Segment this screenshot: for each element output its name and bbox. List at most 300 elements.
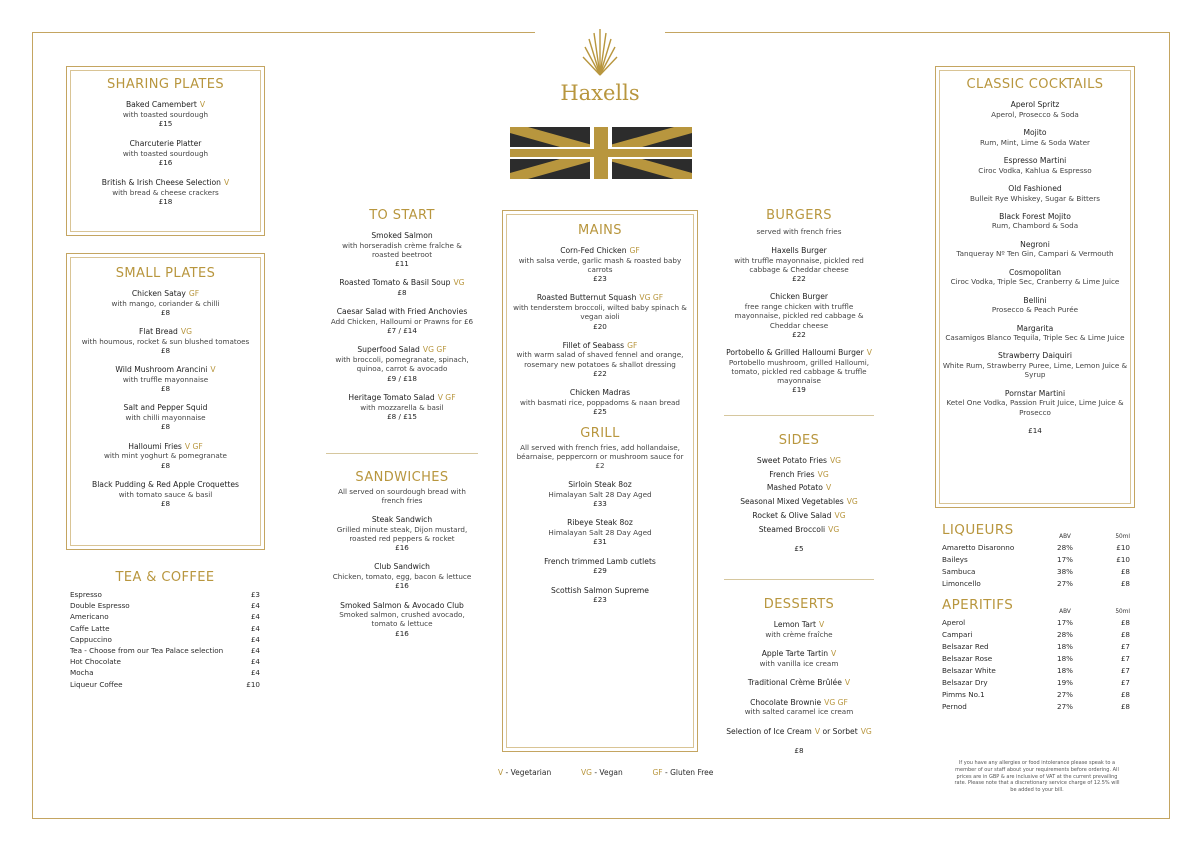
sides-section (722, 433, 876, 553)
item-name (936, 296, 1134, 306)
menu-item (67, 289, 264, 317)
item-name-text: or Sorbet (822, 726, 858, 736)
menu-item (67, 365, 264, 393)
menu-row (70, 679, 260, 690)
menu-item (722, 497, 876, 507)
section-title: LIQUEURS (942, 522, 1014, 538)
drink-name: Limoncello (942, 579, 981, 588)
item-description: Grilled minute steak, Dijon mustard, roasted red peppers & rocket (336, 524, 468, 543)
item-name-text: Sweet Potato Fries (756, 456, 827, 465)
table-row (942, 689, 1130, 701)
menu-item (722, 348, 876, 395)
dietary-tag: VG GF (639, 293, 664, 303)
cocktails-section (935, 66, 1135, 508)
item-description: with houmous, rocket & sun blushed tomatoes (81, 336, 250, 346)
item-name-text: Selection of Ice Cream (726, 726, 812, 736)
dietary-tag: V (224, 178, 230, 188)
item-name-text: Ribeye Steak 8oz (567, 518, 633, 528)
item-name (513, 341, 687, 351)
item-description: with salted caramel ice cream (744, 707, 854, 717)
dietary-tag: VG (828, 524, 840, 534)
drink-price: £8 (1120, 579, 1130, 588)
drink-name: Belsazar White (942, 666, 996, 675)
item-description: with chilli mayonnaise (125, 413, 206, 423)
aperitifs-section (942, 597, 1130, 713)
item-name (328, 231, 476, 241)
legend-gf-label: - Gluten Free (662, 768, 714, 777)
desserts-list (722, 620, 876, 736)
drink-price: £7 (1120, 666, 1130, 675)
dietary-tag: V (825, 483, 832, 493)
grill-title: GRILL (580, 426, 620, 442)
sandwiches-section (328, 470, 476, 648)
item-description: Rum, Mint, Lime & Soda Water (980, 137, 1090, 147)
legend-vg-code: VG (581, 768, 592, 777)
item-name-text: Smoked Salmon & Avocado Club (340, 600, 464, 610)
item-name (722, 727, 876, 737)
item-name-text: Black Forest Mojito (999, 211, 1071, 221)
item-name (513, 388, 687, 398)
dietary-tag: VG (846, 497, 858, 507)
menu-row (70, 589, 260, 600)
item-name (936, 128, 1134, 138)
item-description: with warm salad of shaved fennel and orange, rosemary new potatoes & shallot dressing (516, 350, 684, 369)
sharing-plates-list (67, 100, 264, 206)
item-price: £25 (593, 407, 607, 417)
item-name-text: Fillet of Seabass (562, 340, 625, 350)
item-name (67, 403, 264, 413)
to-start-section (328, 208, 476, 431)
item-name (936, 184, 1134, 194)
item-description: Bulleit Rye Whiskey, Sugar & Bitters (969, 193, 1101, 203)
drink-price: £8 (1120, 618, 1130, 627)
item-description: with tenderstem broccoli, wilted baby spinach & vegan aioli (513, 303, 687, 322)
dietary-tag: GF (188, 289, 200, 298)
divider (724, 579, 874, 580)
desserts-price: £8 (794, 746, 804, 756)
item-name-text: Strawberry Daiquiri (998, 351, 1072, 361)
item-description: free range chicken with truffle mayonnaise, pickled red cabbage & Cheddar cheese (734, 302, 864, 330)
menu-row (70, 667, 260, 678)
mains-list (513, 246, 687, 416)
item-price: £22 (593, 368, 607, 378)
table-row (942, 578, 1130, 590)
item-price: £31 (593, 537, 607, 547)
item-name (67, 442, 264, 452)
menu-item (722, 727, 876, 737)
item-name (936, 212, 1134, 222)
item-price: £8 / £15 (387, 411, 417, 421)
dietary-tag: VG (453, 278, 465, 288)
item-description: Casamigos Blanco Tequila, Triple Sec & Lime Juice (945, 333, 1125, 343)
menu-item (936, 324, 1134, 343)
menu-item (722, 246, 876, 283)
item-name: Mocha (70, 668, 94, 678)
item-name: Cappuccino (70, 634, 112, 644)
drink-name: Pimms No.1 (942, 690, 985, 699)
menu-row (70, 634, 260, 645)
tea-coffee-list (70, 589, 260, 690)
item-name (722, 497, 876, 507)
menu-item (722, 698, 876, 717)
menu-item (722, 456, 876, 466)
menu-item (328, 562, 476, 590)
item-description: Smoked salmon, crushed avocado, tomato & lettuce (339, 610, 465, 629)
item-name-text: Haxells Burger (771, 246, 827, 255)
item-price: £4 (250, 646, 260, 656)
item-name-text: Margarita (1016, 323, 1054, 333)
item-name (67, 289, 264, 299)
item-name-text: Corn-Fed Chicken (560, 246, 627, 255)
item-name-text: Negroni (1020, 239, 1050, 249)
dietary-tag: V (814, 726, 821, 736)
menu-item (513, 480, 687, 508)
dietary-tag: V (831, 648, 837, 658)
item-description: with horseradish crème fraîche & roasted beetroot (342, 240, 462, 259)
section-subtitle: All served on sourdough bread with french fries (338, 487, 466, 505)
item-name-text: Old Fashioned (1008, 183, 1062, 193)
menu-item (936, 128, 1134, 147)
menu-item (722, 292, 876, 339)
menu-item (936, 268, 1134, 287)
menu-item (936, 389, 1134, 417)
item-price: £4 (250, 601, 260, 611)
drink-price: £7 (1120, 642, 1130, 651)
item-name (936, 351, 1134, 361)
drink-abv: 38% (1057, 567, 1073, 576)
item-price: £8 (160, 498, 171, 508)
item-price: £8 (160, 422, 171, 432)
item-name (722, 511, 876, 521)
item-description: with mint yoghurt & pomegranate (104, 451, 227, 461)
menu-item (67, 327, 264, 355)
table-row (942, 629, 1130, 641)
drink-name: Belsazar Red (942, 642, 989, 651)
item-name (513, 586, 687, 596)
menu-item (67, 442, 264, 470)
table-row (942, 653, 1130, 665)
menu-row (70, 656, 260, 667)
dietary-tag: V (199, 100, 206, 109)
item-name-text: Seasonal Mixed Vegetables (740, 497, 844, 507)
item-name (936, 100, 1134, 110)
menu-row (70, 645, 260, 656)
menu-item (513, 293, 687, 330)
item-description: with toasted sourdough (122, 109, 209, 119)
table-row (942, 617, 1130, 629)
item-name (936, 324, 1134, 334)
item-name (722, 348, 876, 358)
drink-price: £10 (1116, 555, 1130, 564)
drink-price: £7 (1120, 654, 1130, 663)
divider (326, 453, 478, 454)
drink-price: £8 (1120, 630, 1130, 639)
desserts-section (722, 597, 876, 755)
sides-list (722, 456, 876, 534)
dietary-tag: VG (817, 469, 829, 479)
item-name-text: Wild Mushroom Arancini (115, 365, 208, 375)
item-price: £16 (395, 628, 409, 638)
item-name (67, 100, 264, 110)
section-title: TO START (369, 208, 435, 223)
dietary-tag: VG (829, 456, 842, 465)
drink-abv: 27% (1057, 702, 1073, 711)
sharing-plates-section (66, 66, 265, 236)
small-plates-section (66, 253, 265, 550)
item-name-text: Charcuterie Platter (129, 139, 202, 149)
menu-item (328, 515, 476, 552)
menu-item (936, 296, 1134, 315)
burgers-section (722, 208, 876, 404)
drink-name: Aperol (942, 618, 966, 627)
item-name-text: Baked Camembert (125, 100, 197, 109)
item-price: £22 (792, 329, 806, 339)
to-start-list (328, 231, 476, 421)
item-price: £23 (593, 595, 607, 605)
item-name-text: Lemon Tart (773, 620, 816, 629)
item-name-text: Black Pudding & Red Apple Croquettes (91, 479, 239, 489)
menu-item (513, 557, 687, 576)
table-row (942, 542, 1130, 554)
item-description: Rum, Chambord & Soda (991, 221, 1079, 231)
item-price: £4 (250, 657, 260, 667)
menu-item (513, 246, 687, 283)
item-name-text: Halloumi Fries (128, 441, 182, 451)
item-name-text: Mashed Potato (766, 483, 823, 493)
dietary-tag: V (866, 347, 872, 357)
item-description: with bread & cheese crackers (112, 188, 219, 198)
abv-header: ABV (1059, 609, 1071, 615)
item-name (722, 470, 876, 480)
item-description: Prosecco & Peach Purée (991, 305, 1079, 315)
item-name (513, 557, 687, 567)
item-name-text: Roasted Tomato & Basil Soup (339, 278, 451, 288)
item-price: £22 (792, 274, 806, 284)
menu-item (513, 586, 687, 605)
dietary-tag: V GF (437, 392, 456, 402)
item-name-text: British & Irish Cheese Selection (101, 178, 221, 188)
item-description: with vanilla ice cream (759, 658, 839, 668)
item-name (513, 293, 687, 303)
menu-item (328, 307, 476, 335)
divider (724, 415, 874, 416)
drink-name: Sambuca (942, 567, 976, 576)
item-name (328, 562, 476, 572)
item-name (722, 483, 876, 493)
item-price: £18 (158, 197, 173, 207)
item-price: £8 (160, 460, 171, 470)
item-description: with crème fraîche (765, 629, 833, 639)
small-plates-list (67, 289, 264, 508)
union-jack-icon (510, 127, 692, 179)
item-name (513, 246, 687, 256)
item-price: £10 (246, 679, 260, 689)
table-row (942, 665, 1130, 677)
menu-item (67, 139, 264, 167)
dietary-tag: VG GF (422, 345, 447, 355)
item-name (513, 518, 687, 528)
drink-price: £8 (1120, 567, 1130, 576)
item-price: £20 (593, 321, 607, 331)
menu-item (513, 518, 687, 546)
item-name-text: Pornstar Martini (1004, 388, 1066, 398)
table-row (942, 701, 1130, 713)
item-name: Liqueur Coffee (70, 679, 123, 689)
menu-item (328, 601, 476, 638)
tea-coffee-section (70, 570, 260, 690)
menu-item (722, 649, 876, 668)
item-name-text: Caesar Salad with Fried Anchovies (336, 307, 468, 317)
item-name (67, 139, 264, 149)
section-title: APERITIFS (942, 597, 1014, 613)
section-title: MAINS (578, 223, 622, 238)
item-name-text: French trimmed Lamb cutlets (544, 556, 656, 566)
menu-row (70, 623, 260, 634)
drink-price: £8 (1120, 702, 1130, 711)
drink-abv: 27% (1057, 579, 1073, 588)
item-description: Chicken, tomato, egg, bacon & lettuce (332, 572, 472, 582)
item-price: £8 (160, 384, 171, 394)
menu-item (722, 483, 876, 493)
item-price: £4 (250, 668, 260, 678)
item-name (328, 278, 476, 288)
menu-item (328, 278, 476, 297)
item-description: Tanqueray Nº Ten Gin, Campari & Vermouth (956, 249, 1114, 259)
menu-item (513, 388, 687, 416)
burgers-list (722, 246, 876, 395)
item-name-text: Salt and Pepper Squid (123, 403, 208, 413)
drink-abv: 17% (1057, 618, 1073, 627)
drink-name: Baileys (942, 555, 968, 564)
cocktails-list (936, 100, 1134, 417)
grill-list (513, 480, 687, 604)
drink-abv: 28% (1057, 543, 1073, 552)
item-name (936, 156, 1134, 166)
menu-item (513, 341, 687, 378)
menu-row (70, 600, 260, 611)
item-price: £4 (250, 634, 260, 644)
item-name-text: French Fries (769, 469, 815, 479)
drink-abv: 18% (1057, 666, 1073, 675)
table-row (942, 677, 1130, 689)
item-name-text: Superfood Salad (357, 345, 420, 355)
grill-subtitle: All served with french fries, add hollandaise, béarnaise, peppercorn or mushroom sauce for £2 (516, 443, 684, 471)
item-description: Aperol, Prosecco & Soda (991, 109, 1079, 119)
menu-item (67, 100, 264, 128)
drink-price: £10 (1116, 543, 1130, 552)
drink-abv: 17% (1057, 555, 1073, 564)
menu-item (328, 231, 476, 268)
dietary-tag: V GF (184, 441, 203, 451)
menu-item (328, 393, 476, 421)
drink-name: Campari (942, 630, 973, 639)
dietary-tag: VG (860, 726, 872, 736)
liqueurs-table (942, 542, 1130, 590)
item-name (328, 515, 476, 525)
dietary-tag: VG (834, 510, 846, 520)
drink-abv: 19% (1057, 678, 1073, 687)
item-name: Hot Chocolate (70, 657, 121, 667)
cocktails-price: £14 (1028, 425, 1042, 435)
menu-item (328, 345, 476, 382)
allergy-note: If you have any allergies or food intolerance please speak to a member of our staff about your requirements before ordering. All prices are in GBP & are inclusive of VAT at the current prevailing rate. Please note that a discretionary service charge of 12.5% will be added to your bill. (954, 760, 1120, 793)
menu-item (722, 620, 876, 639)
item-price: £23 (593, 274, 607, 284)
dietary-tag: GF (629, 246, 640, 255)
table-row (942, 641, 1130, 653)
item-name-text: Scottish Salmon Supreme (551, 585, 649, 595)
menu-item (936, 100, 1134, 119)
item-name-text: Cosmopolitan (1008, 267, 1062, 277)
item-name-text: Mojito (1023, 127, 1047, 137)
item-price: £16 (395, 543, 409, 553)
item-name (328, 345, 476, 355)
item-price: £16 (395, 581, 409, 591)
section-title: SMALL PLATES (115, 266, 216, 281)
item-name (936, 240, 1134, 250)
item-description: Ciroc Vodka, Kahlua & Espresso (978, 165, 1092, 175)
menu-row (70, 611, 260, 622)
menu-item (722, 678, 876, 688)
item-description: Himalayan Salt 28 Day Aged (548, 528, 652, 538)
section-title: CLASSIC COCKTAILS (966, 77, 1104, 92)
item-name (722, 649, 876, 659)
item-name-text: Sirloin Steak 8oz (568, 480, 632, 490)
item-name (722, 456, 876, 466)
menu-item (936, 184, 1134, 203)
menu-item (936, 156, 1134, 175)
item-price: £3 (250, 590, 260, 599)
drink-name: Belsazar Dry (942, 678, 988, 687)
item-name (328, 601, 476, 611)
item-description: White Rum, Strawberry Puree, Lime, Lemon Juice & Syrup (942, 361, 1128, 380)
section-title: TEA & COFFEE (115, 570, 215, 585)
item-description: with mozzarella & basil (360, 402, 444, 412)
item-name-text: Traditional Crème Brûlée (747, 677, 842, 687)
item-name-text: Espresso Martini (1003, 155, 1067, 165)
drink-abv: 28% (1057, 630, 1073, 639)
item-name-text: Rocket & Olive Salad (752, 510, 832, 520)
item-name-text: Club Sandwich (374, 562, 430, 572)
item-description: with truffle mayonnaise, pickled red cabbage & Cheddar cheese (734, 255, 864, 274)
sides-price: £5 (794, 544, 804, 554)
legend-v-code: V (498, 768, 504, 777)
item-price: £8 (397, 288, 407, 298)
item-name (722, 620, 876, 630)
mains-section (502, 210, 698, 752)
section-title: BURGERS (766, 208, 832, 223)
menu-item (722, 525, 876, 535)
item-price: £7 / £14 (387, 326, 417, 336)
table-row (942, 566, 1130, 578)
item-name-text: Steamed Broccoli (758, 524, 826, 534)
size-header: 50ml (1115, 609, 1130, 615)
item-price: £16 (158, 158, 173, 168)
legend-v-label: - Vegetarian (503, 768, 552, 777)
menu-item (722, 470, 876, 480)
dietary-tag: VG GF (824, 697, 848, 707)
item-name-text: Chicken Burger (769, 292, 829, 302)
drink-name: Amaretto Disaronno (942, 543, 1015, 552)
dietary-tag: GF (627, 340, 638, 350)
item-description: Ketel One Vodka, Passion Fruit Juice, Lime Juice & Prosecco (946, 398, 1124, 417)
item-description: with mango, coriander & chilli (111, 298, 220, 308)
item-name: Espresso (70, 590, 102, 599)
item-name-text: Portobello & Grilled Halloumi Burger (726, 347, 864, 357)
liqueurs-section (942, 522, 1130, 590)
item-name (328, 393, 476, 403)
item-name-text: Chicken Madras (569, 388, 631, 398)
